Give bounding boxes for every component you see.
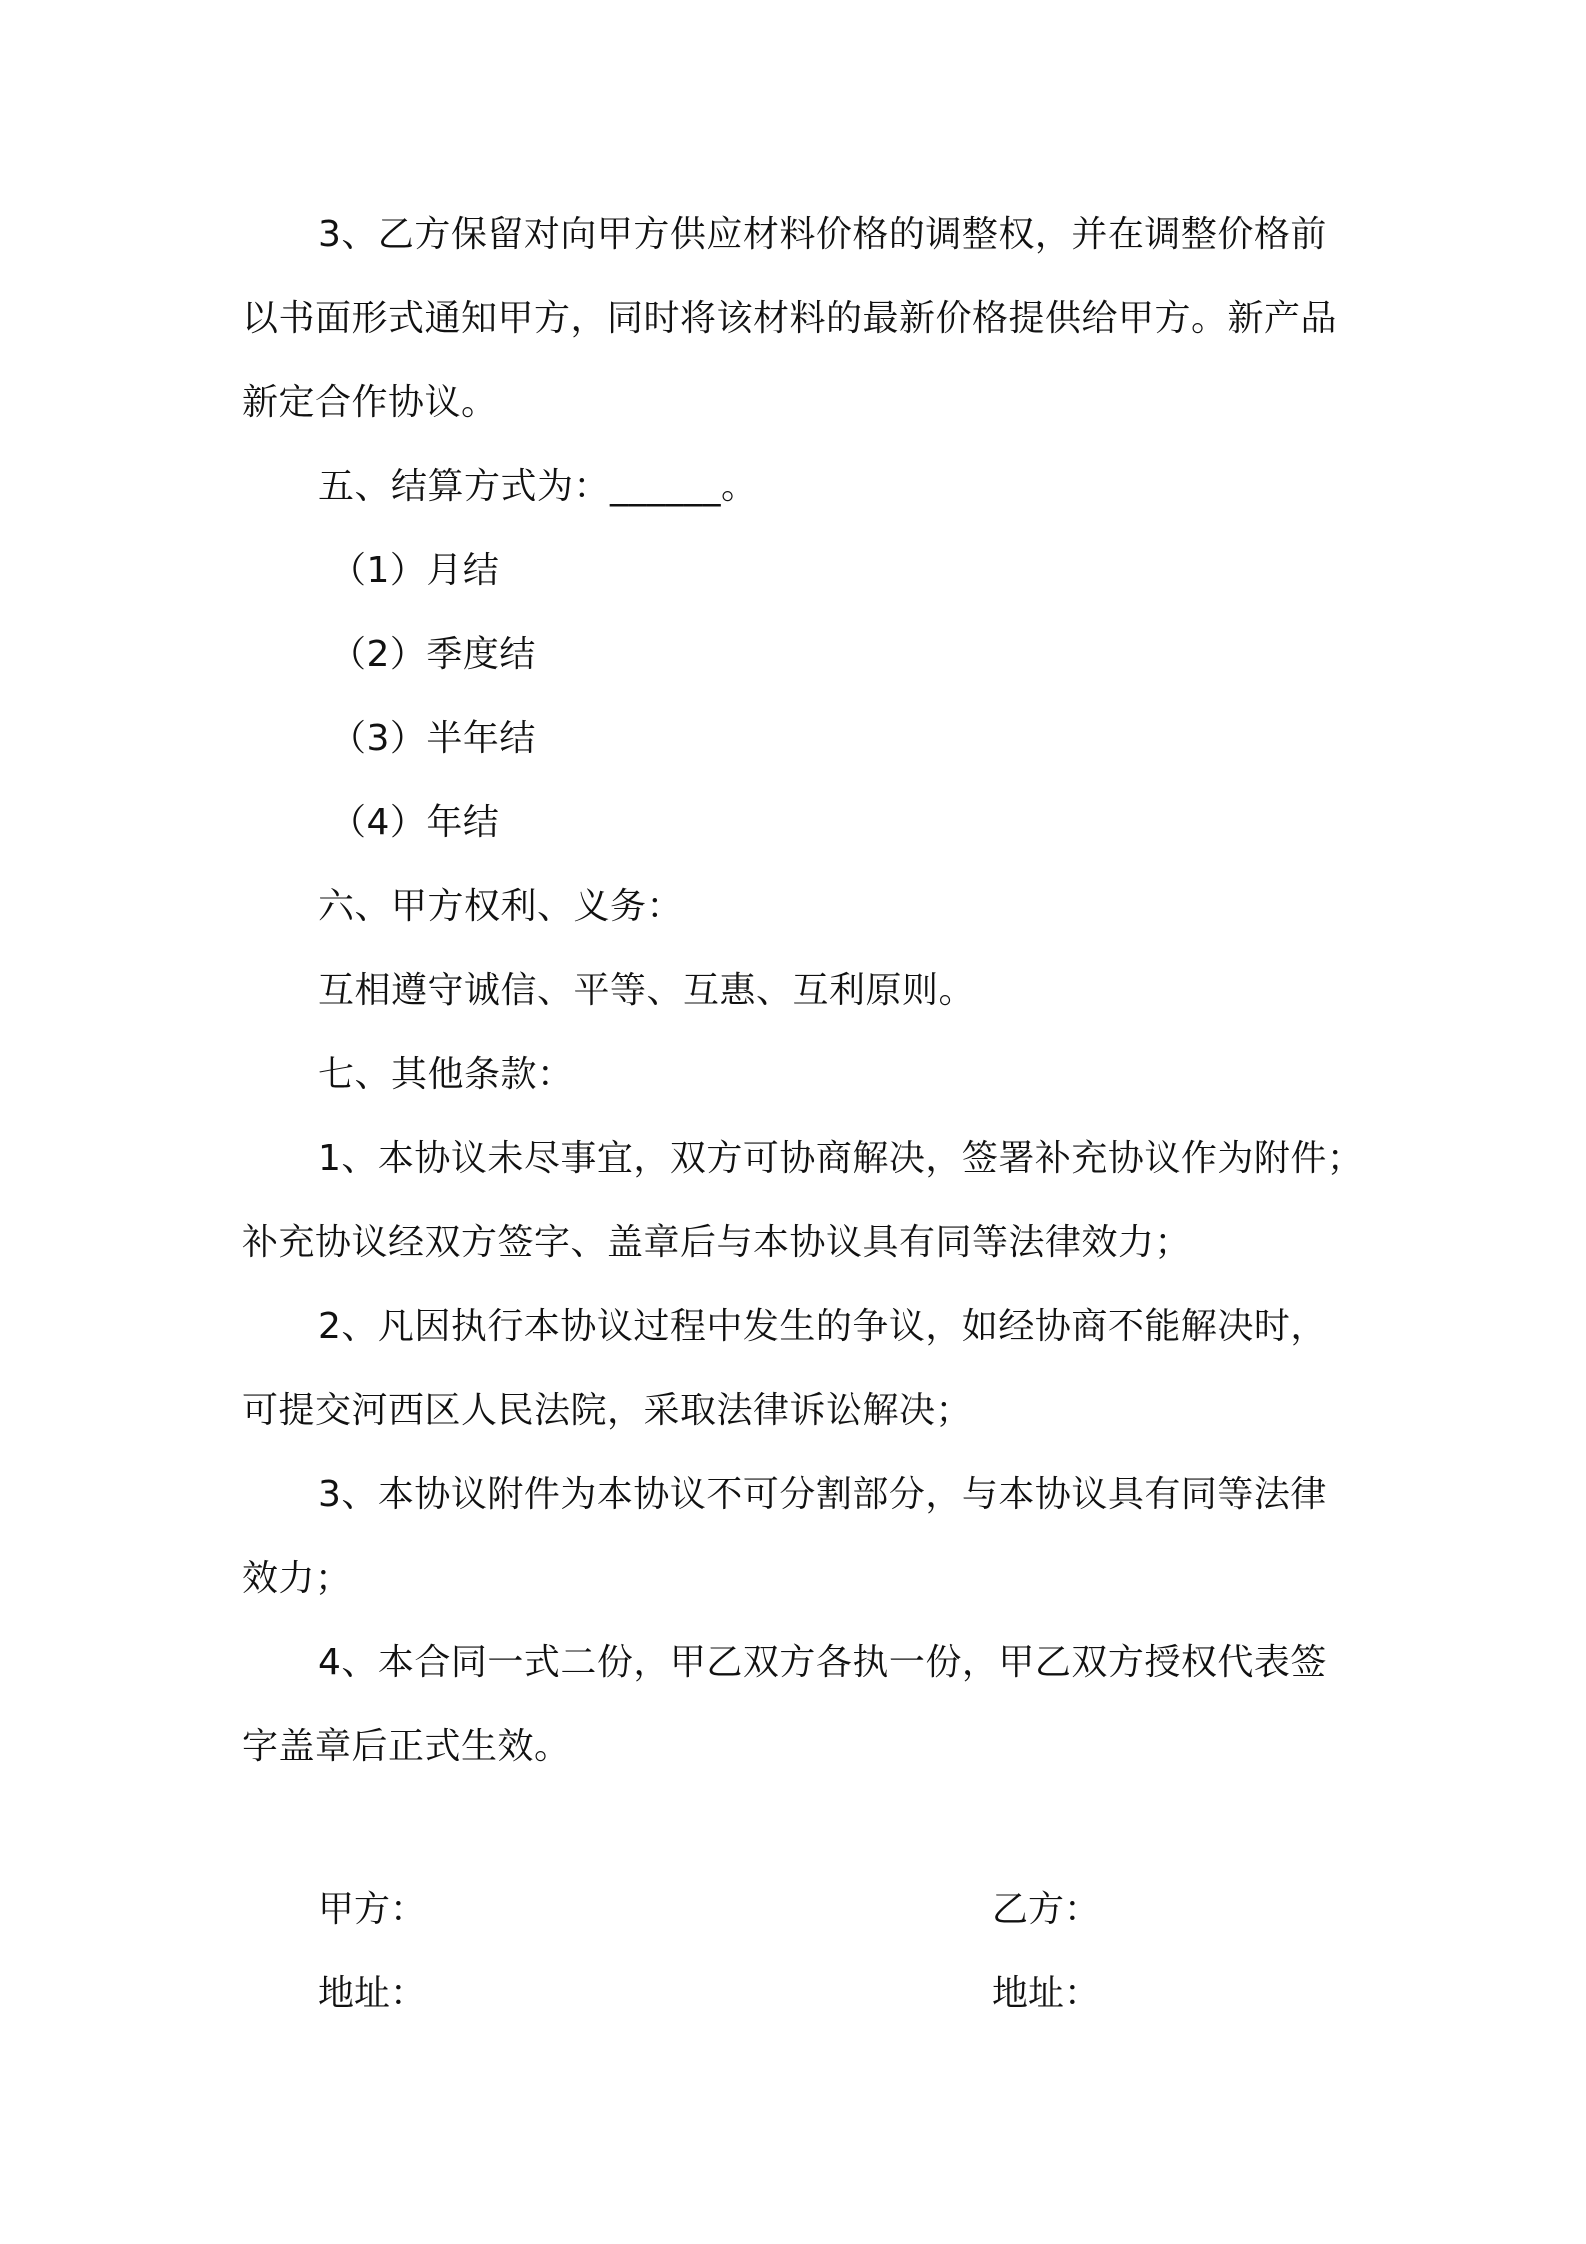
- other-term-3-line-1: 3、本协议附件为本协议不可分割部分，与本协议具有同等法律: [318, 1474, 1327, 1515]
- clause-price-adjustment-line-1: 3、乙方保留对向甲方供应材料价格的调整权，并在调整价格前: [318, 214, 1327, 255]
- settlement-option-yearly: （4）年结: [330, 802, 500, 843]
- settlement-option-monthly: （1）月结: [330, 550, 500, 591]
- signature-block: [0, 1868, 1586, 2038]
- contract-body: [242, 193, 1364, 1789]
- party-b-label: 乙方：: [992, 1889, 1101, 1930]
- other-term-2-line-2: 可提交河西区人民法院，采取法律诉讼解决；: [242, 1390, 973, 1431]
- party-a-rights-text: 互相遵守诚信、平等、互惠、互利原则。: [318, 970, 976, 1011]
- section-settlement-heading: 五、结算方式为：______。: [318, 466, 758, 507]
- party-a-address-label: 地址：: [318, 1973, 427, 2014]
- clause-price-adjustment-line-2: 以书面形式通知甲方，同时将该材料的最新价格提供给甲方。新产品: [242, 298, 1338, 339]
- other-term-4-line-1: 4、本合同一式二份，甲乙双方各执一份，甲乙双方授权代表签: [318, 1642, 1327, 1683]
- other-term-3-line-2: 效力；: [242, 1558, 352, 1599]
- party-b-address-label: 地址：: [992, 1973, 1101, 2014]
- settlement-option-quarterly: （2）季度结: [330, 634, 536, 675]
- other-term-2-line-1: 2、凡因执行本协议过程中发生的争议，如经协商不能解决时，: [318, 1306, 1327, 1347]
- other-term-1-line-2: 补充协议经双方签字、盖章后与本协议具有同等法律效力；: [242, 1222, 1192, 1263]
- section-party-a-rights-heading: 六、甲方权利、义务：: [318, 886, 684, 927]
- other-term-4-line-2: 字盖章后正式生效。: [242, 1726, 571, 1767]
- other-term-1-line-1: 1、本协议未尽事宜，双方可协商解决，签署补充协议作为附件；: [318, 1138, 1364, 1179]
- section-other-terms-heading: 七、其他条款：: [318, 1054, 574, 1095]
- party-a-label: 甲方：: [318, 1889, 427, 1930]
- settlement-option-half-year: （3）半年结: [330, 718, 536, 759]
- clause-price-adjustment-line-3: 新定合作协议。: [242, 382, 498, 423]
